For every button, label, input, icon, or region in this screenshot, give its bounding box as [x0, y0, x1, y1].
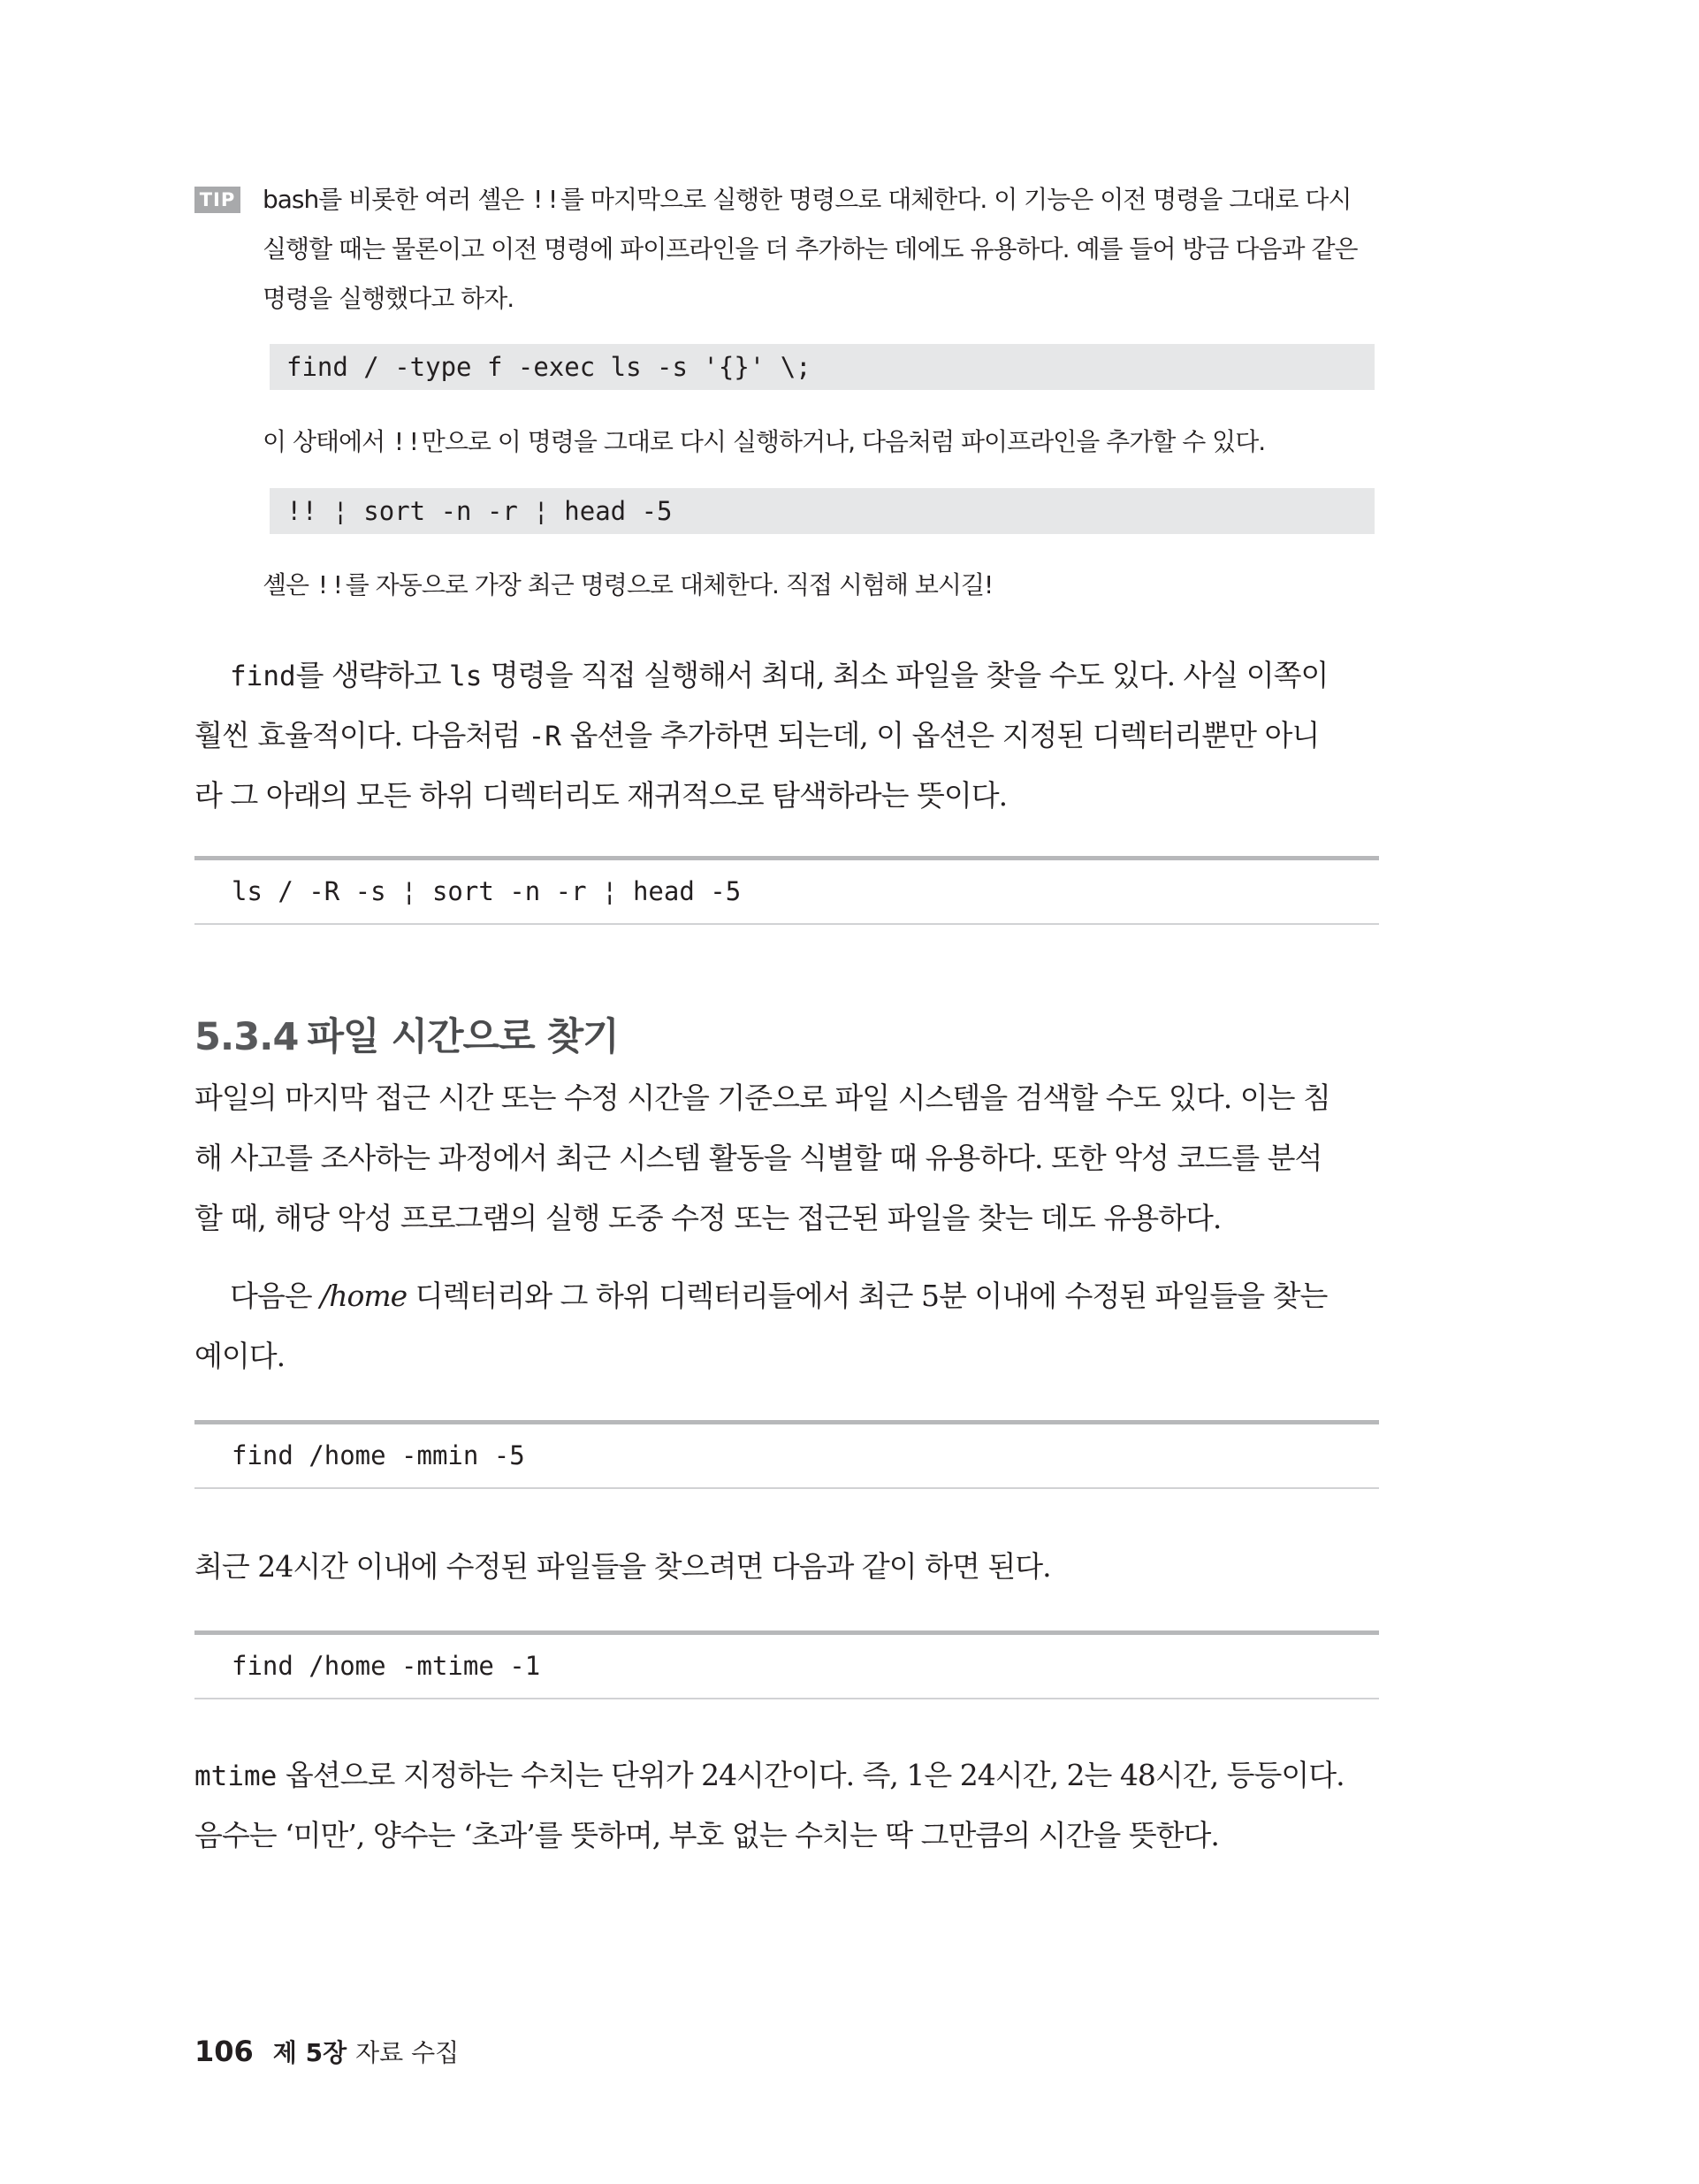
body-line: 해 사고를 조사하는 과정에서 최근 시스템 활동을 식별할 때 유용하다. 또한 악성 코드를 분석 [194, 1141, 1322, 1175]
inline-code: mtime [194, 1760, 278, 1792]
body-line: 할 때, 해당 악성 프로그램의 실행 도중 수정 또는 접근된 파일을 찾는 데도 유용하다. [194, 1201, 1222, 1235]
body-text: 훨씬 효율적이다. 다음처럼 [194, 718, 529, 752]
tip-text: bash를 비롯한 여러 셸은 [263, 185, 531, 214]
body-text: 옵션을 추가하면 되는데, 이 옵션은 지정된 디렉터리뿐만 아니 [560, 718, 1320, 752]
tip-text: 이 상태에서 [263, 427, 392, 456]
tip-line-4 [263, 417, 1376, 467]
tip-text: 를 자동으로 가장 최근 명령으로 대체한다. 직접 시험해 보시길! [345, 570, 994, 599]
chapter-label: 제 5장 [272, 2038, 347, 2067]
body-line [194, 1266, 1414, 1326]
page-number: 106 [194, 2035, 254, 2068]
body-line [194, 645, 1414, 706]
body-text: 를 생략하고 [295, 658, 450, 692]
tip-line-2: 실행할 때는 물론이고 이전 명령에 파이프라인을 더 추가하는 데에도 유용하다. 예를 들어 방금 다음과 같은 [263, 234, 1358, 263]
tip-badge: TIP [194, 187, 240, 213]
body-line: 라 그 아래의 모든 하위 디렉터리도 재귀적으로 탐색하라는 뜻이다. [194, 778, 1008, 813]
tip-code-pipeline: !! ¦ sort -n -r ¦ head -5 [270, 488, 1375, 534]
tip-line-3: 명령을 실행했다고 하자. [263, 284, 514, 313]
inline-code: !! [316, 570, 346, 599]
inline-code: find [230, 661, 296, 692]
body-line [194, 1745, 1379, 1806]
tip-text: 를 마지막으로 실행한 명령으로 대체한다. 이 기능은 이전 명령을 그대로 다시 [560, 185, 1352, 214]
body-line [194, 706, 1379, 767]
tip-text: 셸은 [263, 570, 316, 599]
code-block-mmin: find /home -mmin -5 [194, 1420, 1379, 1489]
tip-text: 만으로 이 명령을 그대로 다시 실행하거나, 다음처럼 파이프라인을 추가할 수 있다. [421, 427, 1266, 456]
section-heading [194, 1011, 619, 1064]
page-footer [194, 2034, 459, 2071]
inline-code: ls [449, 661, 483, 692]
tip-line-5 [263, 561, 1376, 610]
chapter-title: 자료 수집 [355, 2038, 460, 2067]
tip-code-find: find / -type f -exec ls -s '{}' \; [270, 344, 1375, 390]
code-block-ls: ls / -R -s ¦ sort -n -r ¦ head -5 [194, 856, 1379, 925]
body-text: 다음은 [230, 1279, 321, 1313]
body-text: 디렉터리와 그 하위 디렉터리들에서 최근 5분 이내에 수정된 파일들을 찾는 [407, 1279, 1328, 1313]
body-line: 파일의 마지막 접근 시간 또는 수정 시간을 기준으로 파일 시스템을 검색할 수도 있다. 이는 침 [194, 1081, 1330, 1115]
inline-code: !! [530, 185, 560, 214]
body-text: 명령을 직접 실행해서 최대, 최소 파일을 찾을 수도 있다. 사실 이쪽이 [482, 658, 1329, 692]
inline-code: !! [392, 427, 422, 456]
body-line: 예이다. [194, 1339, 286, 1373]
path-text: /home [320, 1279, 408, 1313]
section-title: 파일 시간으로 찾기 [307, 1015, 619, 1059]
inline-code: -R [528, 721, 561, 752]
body-line: 음수는 ‘미만’, 양수는 ‘초과’를 뜻하며, 부호 없는 수치는 딱 그만큼의 시간을 뜻한다. [194, 1818, 1219, 1852]
body-text: 옵션으로 지정하는 수치는 단위가 24시간이다. 즉, 1은 24시간, 2는 48시간, 등등이다. [277, 1758, 1345, 1792]
section-number: 5.3.4 [194, 1015, 299, 1059]
body-line: 최근 24시간 이내에 수정된 파일들을 찾으려면 다음과 같이 하면 된다. [194, 1549, 1051, 1584]
tip-line-1 [263, 175, 1376, 225]
code-block-mtime: find /home -mtime -1 [194, 1630, 1379, 1699]
